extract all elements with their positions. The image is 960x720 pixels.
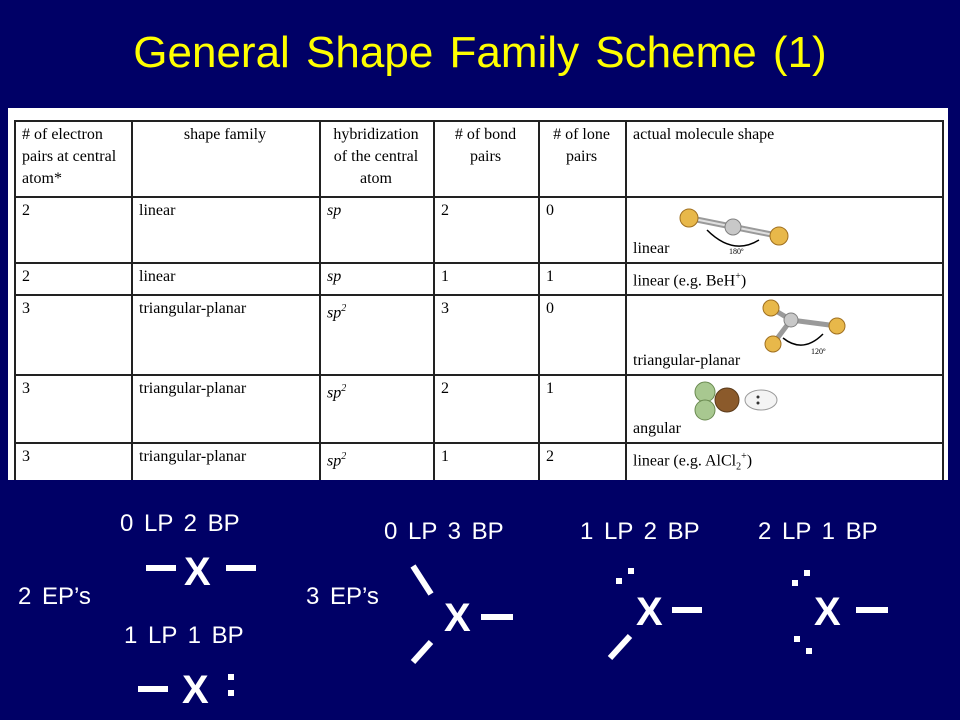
cell-ep: 3 — [15, 443, 132, 480]
lone-pair-dot — [806, 648, 812, 654]
three-ep-label: 3 EP’s — [306, 583, 379, 610]
diagram-0lp-2bp-label: 0 LP 2 BP — [120, 510, 240, 537]
lone-pair-dot — [628, 568, 634, 574]
header-hybridization: hybridization of the central atom — [320, 121, 434, 197]
bond-line — [413, 566, 431, 594]
cell-family: triangular-planar — [132, 375, 320, 443]
cell-ep: 3 — [15, 295, 132, 375]
cell-hybrid: $sp^2$ — [320, 375, 434, 443]
cell-bp: 1 — [434, 263, 539, 295]
diagram-2lp-1bp-label: 2 LP 1 BP — [758, 518, 878, 545]
lone-pair-dot — [794, 636, 800, 642]
central-atom: X — [182, 668, 209, 712]
header-bond-pairs: # of bond pairs — [434, 121, 539, 197]
shape-name: triangular-planar — [633, 352, 741, 370]
central-atom: X — [814, 590, 841, 634]
angle-label: 180º — [729, 247, 744, 256]
cell-lp: 2 — [539, 443, 626, 480]
cell-lp: 1 — [539, 263, 626, 295]
cell-ep: 2 — [15, 263, 132, 295]
cell-lp: 1 — [539, 375, 626, 443]
shape-name: linear — [633, 240, 670, 257]
central-atom: X — [444, 596, 471, 640]
cell-ep: 2 — [15, 197, 132, 263]
cell-family: triangular-planar — [132, 295, 320, 375]
cell-bp: 2 — [434, 375, 539, 443]
diagram-1lp-1bp-label: 1 LP 1 BP — [124, 622, 244, 649]
header-lone-pairs: # of lone pairs — [539, 121, 626, 197]
bond-line — [413, 642, 431, 662]
header-electron-pairs: # of electron pairs at central atom* — [15, 121, 132, 197]
slide-title: General Shape Family Scheme (1) — [133, 28, 827, 77]
lone-pair-dot — [616, 578, 622, 584]
lone-pair-dot — [792, 580, 798, 586]
cell-hybrid: sp — [320, 197, 434, 263]
cell-hybrid: $sp^2$ — [320, 443, 434, 480]
cell-bp: 2 — [434, 197, 539, 263]
lone-pair-dot — [804, 570, 810, 576]
diagram-0lp-3bp-label: 0 LP 3 BP — [384, 518, 504, 545]
cell-shape: linear (e.g. AlCl$_2$+) — [626, 443, 943, 480]
central-atom: X — [184, 550, 211, 594]
cell-shape: linear (e.g. BeH+) — [626, 263, 943, 295]
header-molecule-shape: actual molecule shape — [626, 121, 943, 197]
angle-label: 120º — [811, 347, 826, 357]
bond-line — [610, 636, 630, 658]
header-shape-family: shape family — [132, 121, 320, 197]
cell-bp: 3 — [434, 295, 539, 375]
cell-hybrid: sp — [320, 263, 434, 295]
cell-bp: 1 — [434, 443, 539, 480]
cell-lp: 0 — [539, 197, 626, 263]
central-atom: X — [636, 590, 663, 634]
cell-family: triangular-planar — [132, 443, 320, 480]
cell-lp: 0 — [539, 295, 626, 375]
shape-name: angular — [633, 420, 681, 438]
cell-hybrid: $sp^2$ — [320, 295, 434, 375]
cell-family: linear — [132, 263, 320, 295]
two-ep-label: 2 EP’s — [18, 583, 91, 610]
diagram-1lp-2bp-label: 1 LP 2 BP — [580, 518, 700, 545]
cell-family: linear — [132, 197, 320, 263]
cell-ep: 3 — [15, 375, 132, 443]
